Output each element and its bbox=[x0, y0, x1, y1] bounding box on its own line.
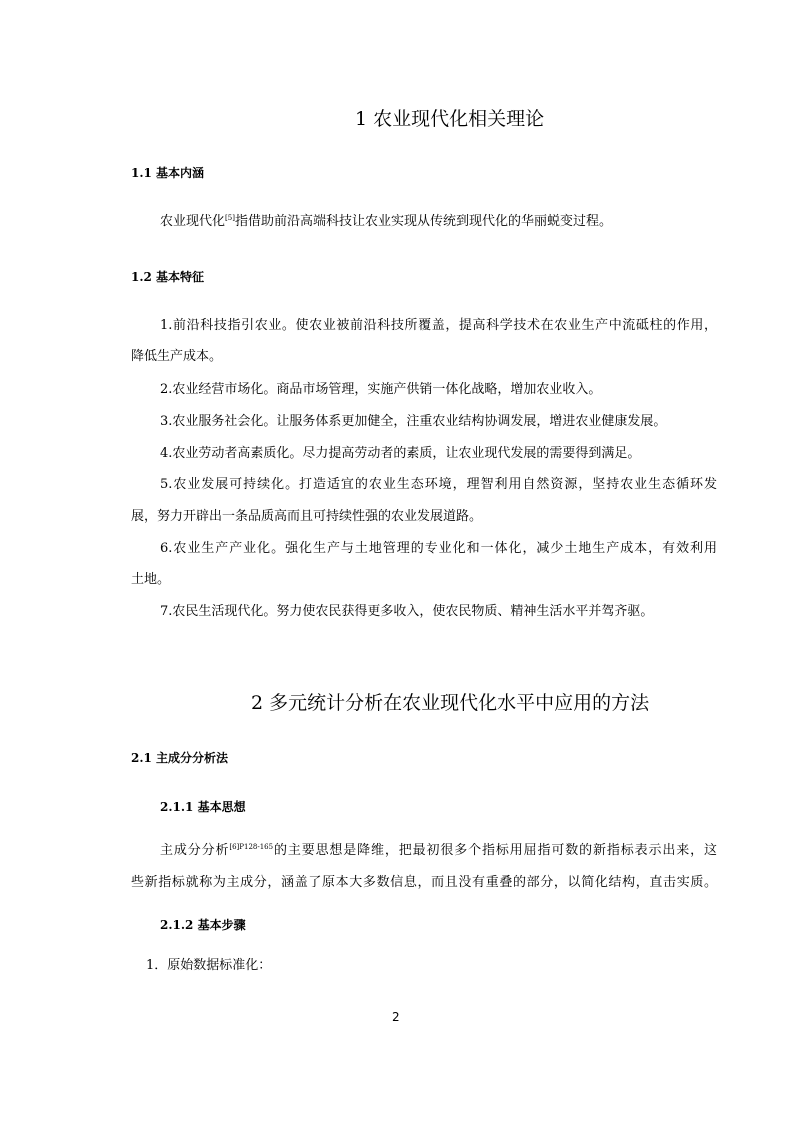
paragraph-text: 农业现代化 bbox=[160, 214, 226, 229]
feature-item-5-line1: 5.农业发展可持续化。打造适宜的农业生态环境，理智利用自然资源，坚持农业生态循环发 bbox=[160, 477, 717, 492]
feature-item-2: 2.农业经营市场化。商品市场管理，实施产供销一体化战略，增加农业收入。 bbox=[160, 382, 602, 397]
subsubsection-2-1-2-heading: 2.1.2 基本步骤 bbox=[160, 918, 246, 932]
citation-ref: [5] bbox=[225, 214, 235, 222]
paragraph-text: 主成分分析 bbox=[160, 843, 230, 858]
page-number: 2 bbox=[392, 1010, 400, 1024]
feature-item-3: 3.农业服务社会化。让服务体系更加健全，注重农业结构协调发展，增进农业健康发展。 bbox=[160, 414, 667, 429]
subsubsection-2-1-1-heading: 2.1.1 基本思想 bbox=[160, 800, 246, 814]
feature-item-6-line1: 6.农业生产产业化。强化生产与土地管理的专业化和一体化，减少土地生产成本，有效利用 bbox=[160, 541, 717, 556]
subsection-1-1-heading: 1.1 基本内涵 bbox=[131, 166, 205, 180]
citation-ref: [6]P128-165 bbox=[229, 843, 274, 851]
feature-item-7: 7.农民生活现代化。努力使农民获得更多收入，使农民物质、精神生活水平并驾齐驱。 bbox=[160, 604, 654, 619]
feature-item-6-line2: 土地。 bbox=[131, 572, 171, 587]
feature-item-1-line2: 降低生产成本。 bbox=[131, 349, 223, 364]
subsection-1-1-paragraph bbox=[160, 214, 612, 230]
feature-item-4: 4.农业劳动者高素质化。尽力提高劳动者的素质，让农业现代发展的需要得到满足。 bbox=[160, 446, 641, 461]
subsubsection-2-1-1-line1 bbox=[160, 843, 717, 859]
subsection-1-2-heading: 1.2 基本特征 bbox=[131, 270, 205, 284]
section-1-title: 1 农业现代化相关理论 bbox=[355, 108, 545, 130]
step-1-text: 1．原始数据标准化： bbox=[146, 958, 272, 973]
section-2-title: 2 多元统计分析在农业现代化水平中应用的方法 bbox=[251, 692, 650, 714]
feature-item-1-line1: 1.前沿科技指引农业。使农业被前沿科技所覆盖，提高科学技术在农业生产中流砥柱的作用， bbox=[160, 318, 717, 333]
paragraph-text: 的主要思想是降维，把最初很多个指标用屈指可数的新指标表示出来，这 bbox=[273, 843, 717, 858]
subsection-2-1-heading: 2.1 主成分分析法 bbox=[131, 751, 229, 765]
feature-item-5-line2: 展，努力开辟出一条品质高而且可持续性强的农业发展道路。 bbox=[131, 509, 483, 524]
paragraph-text: 指借助前沿高端科技让农业实现从传统到现代化的华丽蜕变过程。 bbox=[234, 214, 612, 229]
subsubsection-2-1-1-line2: 些新指标就称为主成分，涵盖了原本大多数信息，而且没有重叠的部分，以简化结构，直击实质。 bbox=[131, 875, 717, 890]
